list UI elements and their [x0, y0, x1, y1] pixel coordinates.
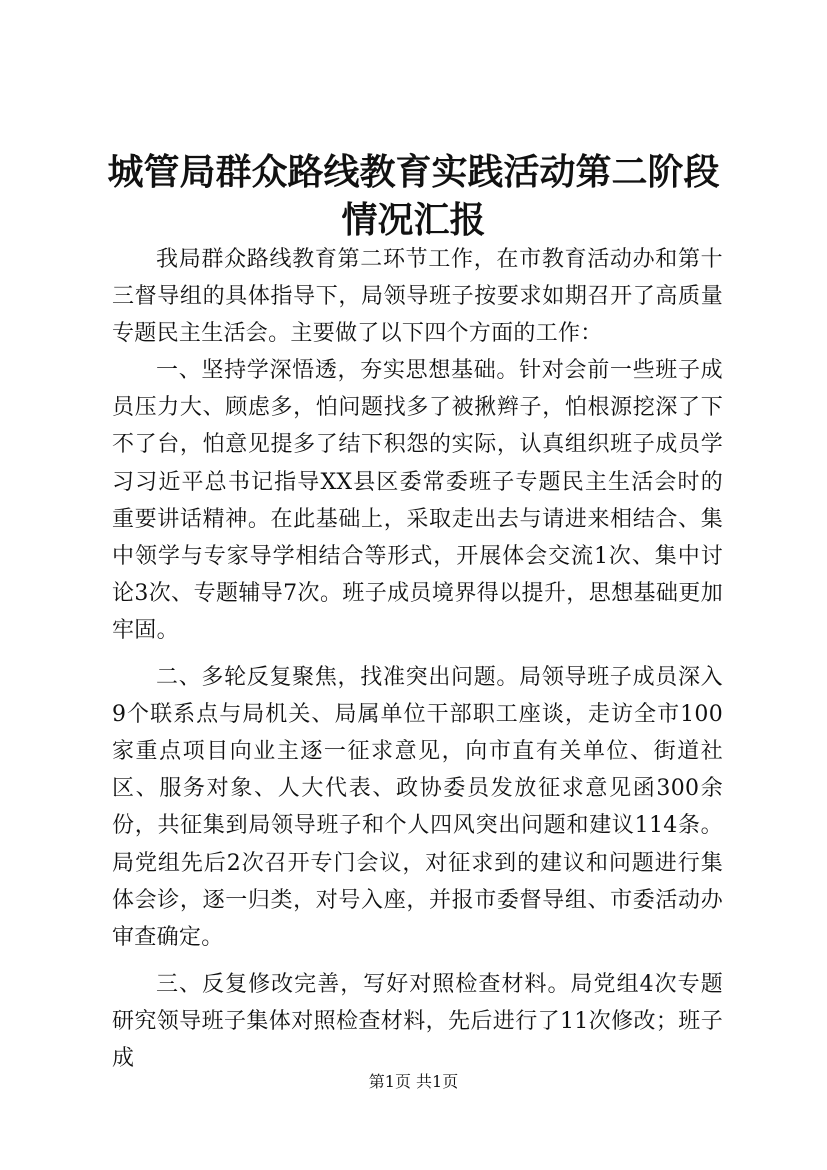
- paragraph-section-1: 一、坚持学深悟透，夯实思想基础。针对会前一些班子成员压力大、顾虑多，怕问题找多了被揪辫子，怕根源挖深了下不了台，怕意见提多了结下积怨的实际，认真组织班子成员学习习近平总书记指导XX县区委常委班子专题民主生活会时的重要讲话精神。在此基础上，采取走出去与请进来相结合、集中领学与专家导学相结合等形式，开展体会交流1次、集中讨论3次、专题辅导7次。班子成员境界得以提升，思想基础更加牢固。: [112, 358, 723, 643]
- paragraph-intro: 我局群众路线教育第二环节工作，在市教育活动办和第十三督导组的具体指导下，局领导班子按要求如期召开了高质量专题民主生活会。主要做了以下四个方面的工作：: [112, 247, 723, 347]
- document-body: [112, 241, 723, 1077]
- paragraph-section-3: 三、反复修改完善，写好对照检查材料。局党组4次专题研究领导班子集体对照检查材料，先后进行了11次修改；班子成: [112, 971, 723, 1071]
- page-number-footer: 第1页 共1页: [368, 1072, 459, 1091]
- document-title: 城管局群众路线教育实践活动第二阶段情况汇报: [107, 151, 720, 241]
- paragraph-section-2: 二、多轮反复聚焦，找准突出问题。局领导班子成员深入9个联系点与局机关、局属单位干部职工座谈，走访全市100家重点项目向业主逐一征求意见，向市直有关单位、街道社区、服务对象、人大代表、政协委员发放征求意见函300余份，共征集到局领导班子和个人四风突出问题和建议114条。局党组先后2次召开专门会议，对征求到的建议和问题进行集体会诊，逐一归类，对号入座，并报市委督导组、市委活动办审查确定。: [112, 665, 723, 950]
